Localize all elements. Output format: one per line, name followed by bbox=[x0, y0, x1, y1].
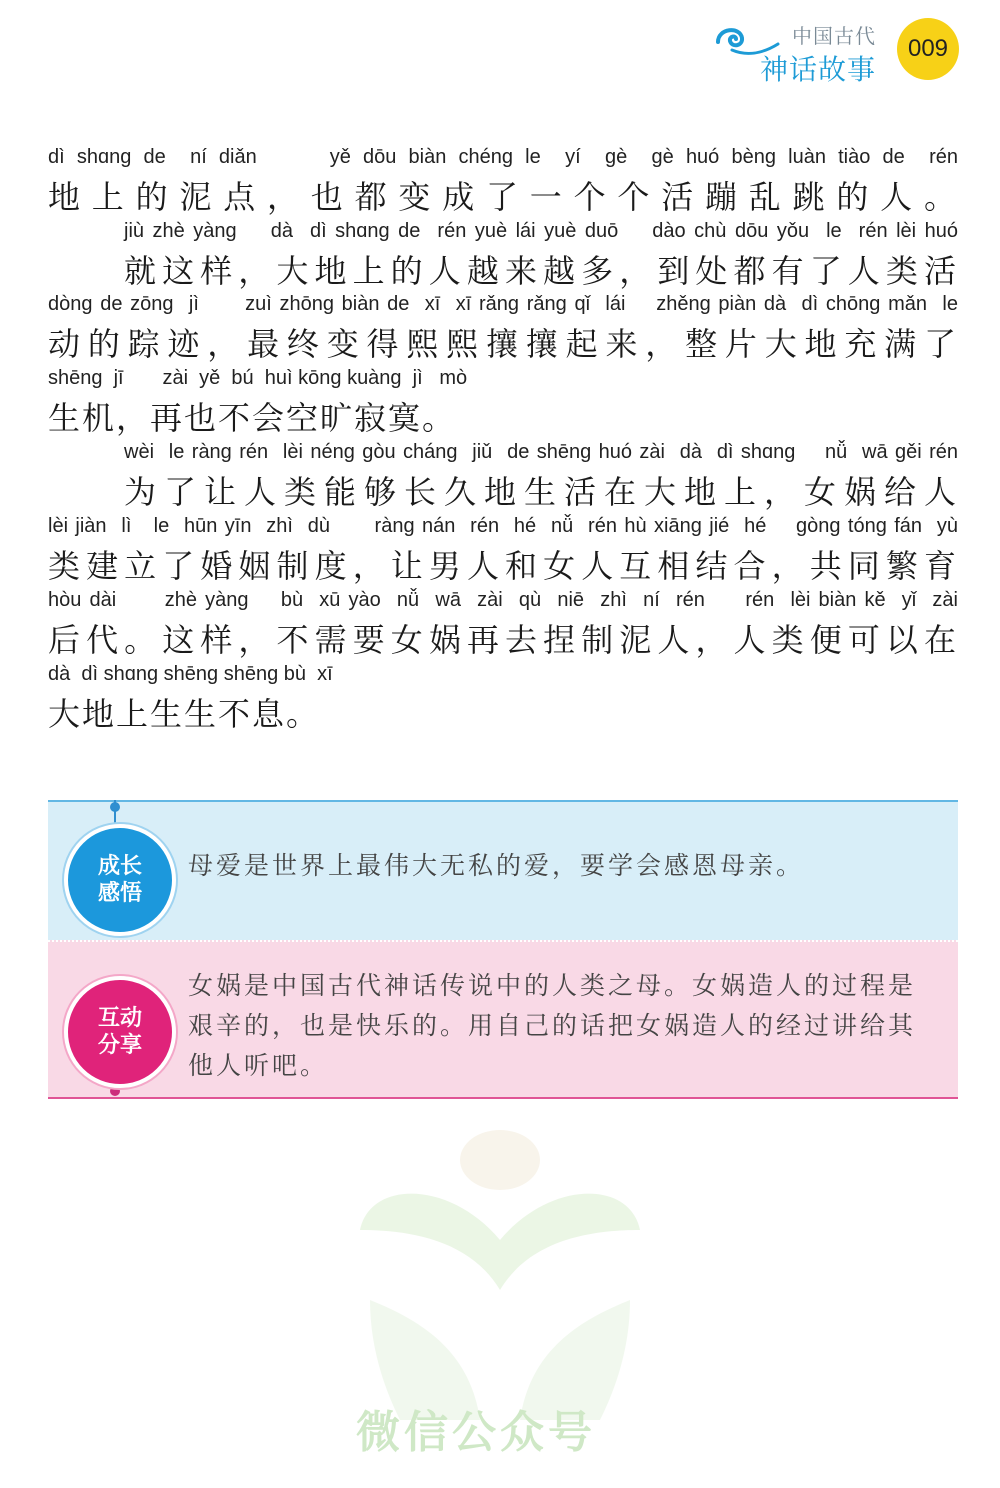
hanzi-line: 类建立了婚姻制度，让男人和女人互相结合，共同繁育 bbox=[48, 547, 958, 585]
hanzi-line: 动的踪迹，最终变得熙熙攘攘起来，整片大地充满了 bbox=[48, 325, 958, 363]
pinyin-line: hòu dài zhè yàng bù xū yào nǚ wā zài qù niē zhì ní rén rén lèi biàn kě yǐ zài bbox=[48, 589, 958, 611]
growth-text: 母爱是世界上最伟大无私的爱，要学会感恩母亲。 bbox=[188, 851, 805, 880]
text-line bbox=[48, 367, 958, 441]
growth-badge-line2: 感悟 bbox=[97, 881, 142, 906]
page-header bbox=[0, 0, 1000, 110]
share-badge bbox=[64, 976, 176, 1088]
hanzi-line: 后代。这样，不需要女娲再去捏制泥人，人类便可以在 bbox=[48, 621, 958, 659]
pinyin-line: dà dì shɑng shēng shēng bù xī bbox=[48, 663, 333, 685]
connector-dot bbox=[110, 802, 120, 812]
page-number-badge: 009 bbox=[897, 18, 959, 80]
text-line bbox=[48, 293, 958, 367]
hanzi-line: 大地上生生不息。 bbox=[48, 695, 321, 733]
hanzi-line: 为了让人类能够长久地生活在大地上，女娲给人 bbox=[124, 473, 958, 511]
pinyin-line: jiù zhè yàng dà dì shɑng de rén yuè lái yuè duō dào chù dōu yǒu le rén lèi huó bbox=[124, 220, 958, 242]
pinyin-line: dì shɑng de ní diǎn yě dōu biàn chéng le yí gè gè huó bèng luàn tiào de rén bbox=[48, 146, 958, 168]
hanzi-line: 生机，再也不会空旷寂寞。 bbox=[48, 399, 457, 437]
text-line bbox=[48, 515, 958, 589]
text-line bbox=[48, 146, 958, 220]
growth-badge bbox=[64, 824, 176, 936]
watermark-text: 微信公众号 bbox=[356, 1407, 596, 1458]
text-line bbox=[48, 663, 958, 737]
series-subtitle: 中国古代 bbox=[792, 24, 876, 48]
hanzi-line: 就这样，大地上的人越来越多，到处都有了人类活 bbox=[124, 252, 958, 290]
share-text: 女娲是中国古代神话传说中的人类之母。女娲造人的过程是艰辛的，也是快乐的。用自己的话把女娲造人的经过讲给其他人听吧。 bbox=[188, 971, 917, 1080]
share-badge-line1: 互动 bbox=[97, 1006, 142, 1031]
hanzi-line: 地上的泥点，也都变成了一个个活蹦乱跳的人。 bbox=[48, 178, 958, 216]
growth-badge-line1: 成长 bbox=[97, 854, 142, 879]
series-title: 神话故事 bbox=[760, 53, 877, 86]
text-line bbox=[48, 589, 958, 663]
pinyin-line: lèi jiàn lì le hūn yīn zhì dù ràng nán rén hé nǚ rén hù xiāng jié hé gòng tóng fán yù bbox=[48, 515, 958, 537]
text-line bbox=[124, 441, 958, 515]
share-badge-line2: 分享 bbox=[97, 1033, 142, 1058]
pinyin-line: wèi le ràng rén lèi néng gòu cháng jiǔ de shēng huó zài dà dì shɑng nǚ wā gěi rén bbox=[124, 441, 958, 463]
pinyin-line: dòng de zōng jì zuì zhōng biàn de xī xī rǎng rǎng qǐ lái zhěng piàn dà dì chōng mǎn le bbox=[48, 293, 958, 315]
pinyin-line: shēng jī zài yě bú huì kōng kuàng jì mò bbox=[48, 367, 468, 389]
reflection-panels bbox=[48, 800, 958, 1097]
text-line bbox=[124, 220, 958, 294]
